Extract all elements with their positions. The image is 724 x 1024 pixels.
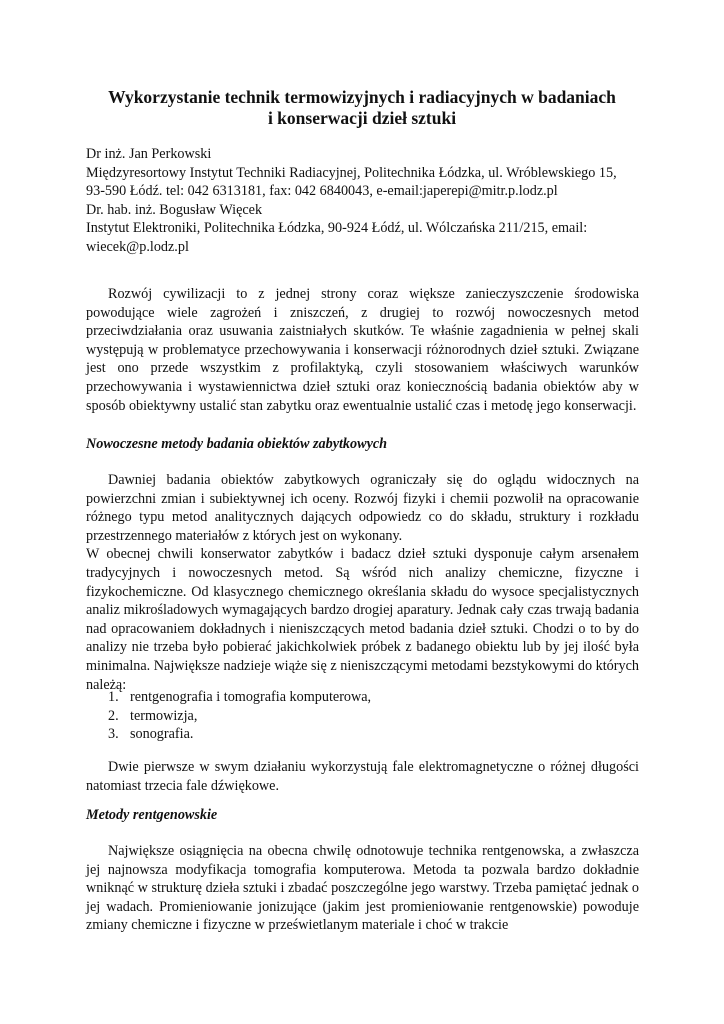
section-heading-modern-methods: Nowoczesne metody badania obiektów zabytkowych [86,436,388,452]
author-line: Dr inż. Jan Perkowski [86,146,212,162]
author-line: Międzyresortowy Instytut Techniki Radiacyjnej, Politechnika Łódzka, ul. Wróblewskiego 15, [86,164,617,181]
title-line-1: Wykorzystanie technik termowizyjnych i radiacyjnych w badaniach [108,87,616,107]
intro-section [86,285,639,415]
xray-section [86,842,639,935]
methods-list [108,688,371,744]
modern-methods-section [86,471,639,694]
list-text: termowizja, [130,707,198,724]
section-heading-xray-methods: Metody rentgenowskie [86,807,218,823]
body-paragraph: W obecnej chwili konserwator zabytków i badacz dzieł sztuki dysponuje całym arsenałem tradycyjnych i nowoczesnych metod. Są wśród nich analizy chemiczne, fizyczne i fizykochemiczne. Od klasycznego chemicznego określania składu do wysoce specjalistycznych analiz mikrośladowych wymagających bardzo drogiej aparatury. Jednak cały czas trwają badania nad opracowaniem dokładnych i nieniszczących metod badania dzieł sztuki. Chodzi o to by do analizy nie trzeba było pobierać jakichkolwiek próbek z badanego obiektu lub by jej ilość była minimalna. Największe nadzieje wiąże się z nieniszczącymi metodami bezstykowymi do których należą: [86,546,639,693]
author-line: Dr. hab. inż. Bogusław Więcek [86,201,263,218]
list-number: 1. [108,689,119,705]
list-number: 3. [108,726,119,743]
list-text: rentgenografia i tomografia komputerowa, [130,689,372,705]
body-paragraph: Największe osiągnięcia na obecna chwilę odnotowuje technika rentgenowska, a zwłaszcza jej najnowsza modyfikacja tomografia komputerowa. Metoda ta pozwala bardzo dokładnie wniknąć w strukturę dzieła sztuki i zbadać poszczególne jego warstwy. Trzeba pamiętać jednak o jej wadach. Promieniowanie jonizujące (jakim jest promieniowanie rentgenowskie) powoduje zmiany chemiczne i fizyczne w prześwietlanym materiale i choć w trakcie [86,843,639,934]
body-paragraph: Dawniej badania obiektów zabytkowych ograniczały się do oglądu widocznych na powierzchni zmian i subiektywnej ich oceny. Rozwój fizyki i chemii pozwolił na opracowanie różnego typu metod analitycznych dających odpowiedz co do składu, struktury i rozkładu przestrzennego materiałów z których jest on wykonany. [86,472,639,544]
electromagnetic-note [86,758,639,795]
author-line: wiecek@p.lodz.pl [86,238,189,255]
author-block [86,145,646,257]
list-item [108,725,371,744]
author-line: Instytut Elektroniki, Politechnika Łódzka, 90-924 Łódź, ul. Wólczańska 211/215, email: [86,220,588,237]
list-item [108,707,371,726]
list-number: 2. [108,707,119,724]
author-line: 93-590 Łódź. tel: 042 6313181, fax: 042 6840043, e-email:japerepi@mitr.p.lodz.pl [86,183,558,200]
intro-paragraph: Rozwój cywilizacji to z jednej strony coraz większe zanieczyszczenie środowiska powodujące wiele zagrożeń i zniszczeń, z drugiej to rozwój nowoczesnych metod przeciwdziałania oraz usuwania zaistniałych skutków. Te właśnie zagadnienia w pełnej skali występują w problematyce przechowywania i konserwacji różnorodnych dzieł sztuki. Związane jest ono przede wszystkim z profilaktyką, czyli stosowaniem właściwych warunków przechowywania i wystawiennictwa dzieł sztuki oraz koniecznością badania obiektów aby w sposób obiektywny ustalić stan zabytku oraz ewentualnie ustalić czas i metodę jego konserwacji. [86,286,639,414]
title-line-2: i konserwacji dzieł sztuki [267,108,457,128]
list-item [108,688,371,707]
body-paragraph: Dwie pierwsze w swym działaniu wykorzystują fale elektromagnetyczne o różnej długości natomiast trzecia fale dźwiękowe. [86,759,639,794]
list-text: sonografia. [130,726,194,743]
paper-title [86,87,638,129]
